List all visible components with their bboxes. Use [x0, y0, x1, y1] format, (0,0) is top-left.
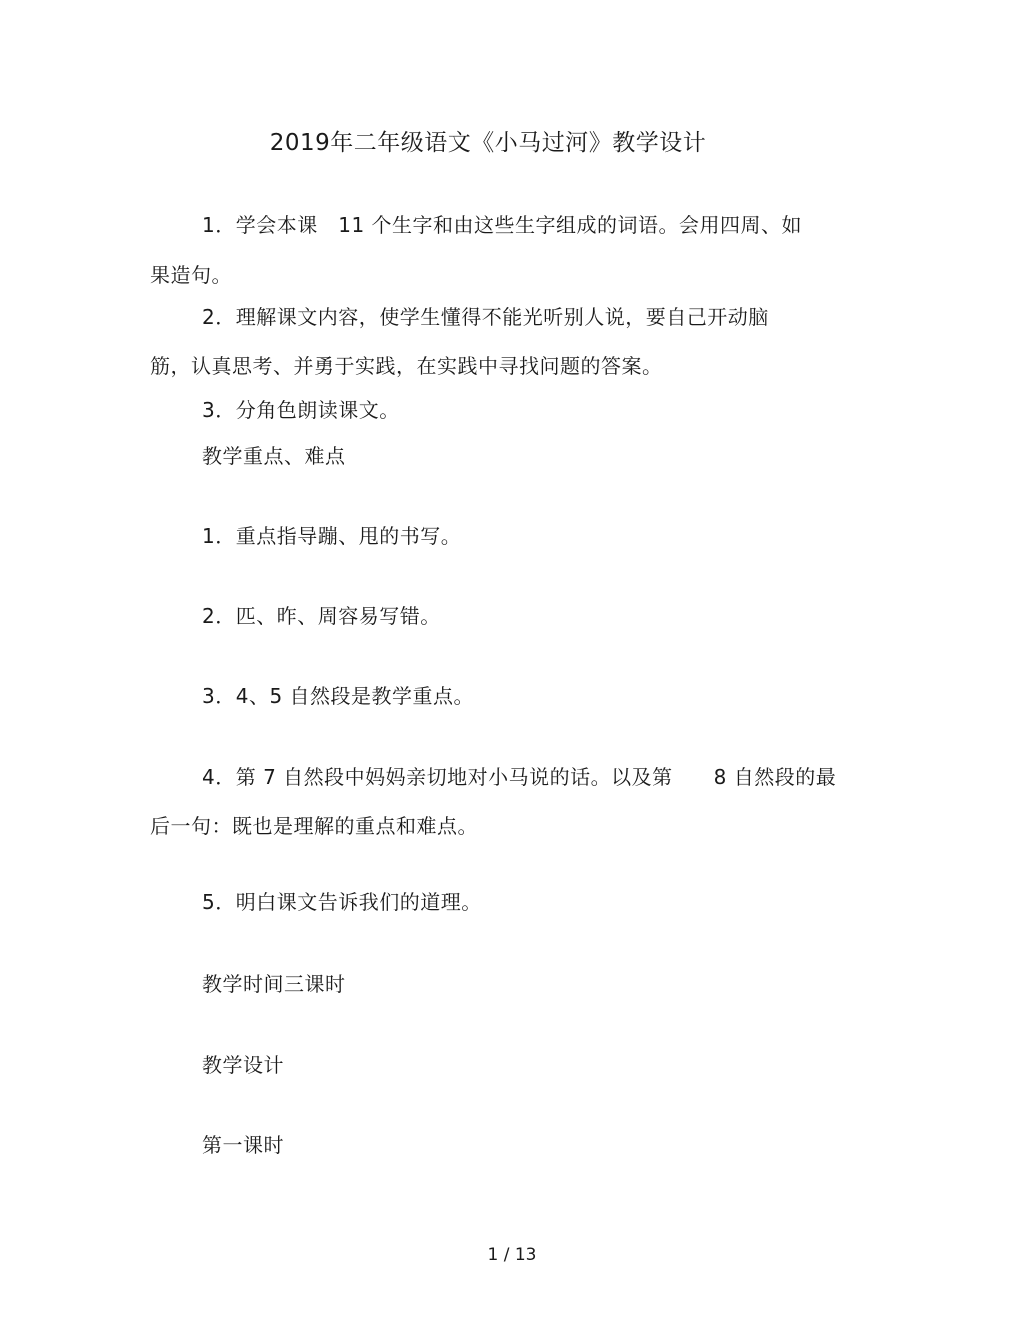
objective-1-line-2: 果造句。 — [150, 263, 232, 287]
key-point-5: 5．明白课文告诉我们的道理。 — [202, 890, 482, 914]
key-point-1: 1．重点指导蹦、甩的书写。 — [202, 524, 462, 548]
page-indicator: 1 / 13 — [487, 1245, 537, 1265]
design-heading: 教学设计 — [202, 1053, 284, 1077]
key-point-4-line-2: 后一句：既也是理解的重点和难点。 — [150, 814, 478, 838]
objective-3: 3．分角色朗读课文。 — [202, 398, 400, 422]
objective-2-line-2: 筋，认真思考、并勇于实践，在实践中寻找问题的答案。 — [150, 354, 663, 378]
key-point-4-line-1: 4．第 7 自然段中妈妈亲切地对小马说的话。以及第 8 自然段的最 — [202, 765, 837, 789]
key-point-2: 2．匹、昨、周容易写错。 — [202, 604, 441, 628]
lesson-heading: 第一课时 — [202, 1133, 284, 1157]
key-points-heading: 教学重点、难点 — [202, 444, 346, 468]
teaching-time: 教学时间三课时 — [202, 972, 346, 996]
document-title: 2019年二年级语文《小马过河》教学设计 — [269, 130, 707, 156]
objective-1-line-1: 1．学会本课 11 个生字和由这些生字组成的词语。会用四周、如 — [202, 213, 803, 237]
objective-2-line-1: 2．理解课文内容，使学生懂得不能光听别人说，要自己开动脑 — [202, 305, 769, 329]
key-point-3: 3．4、5 自然段是教学重点。 — [202, 684, 475, 708]
